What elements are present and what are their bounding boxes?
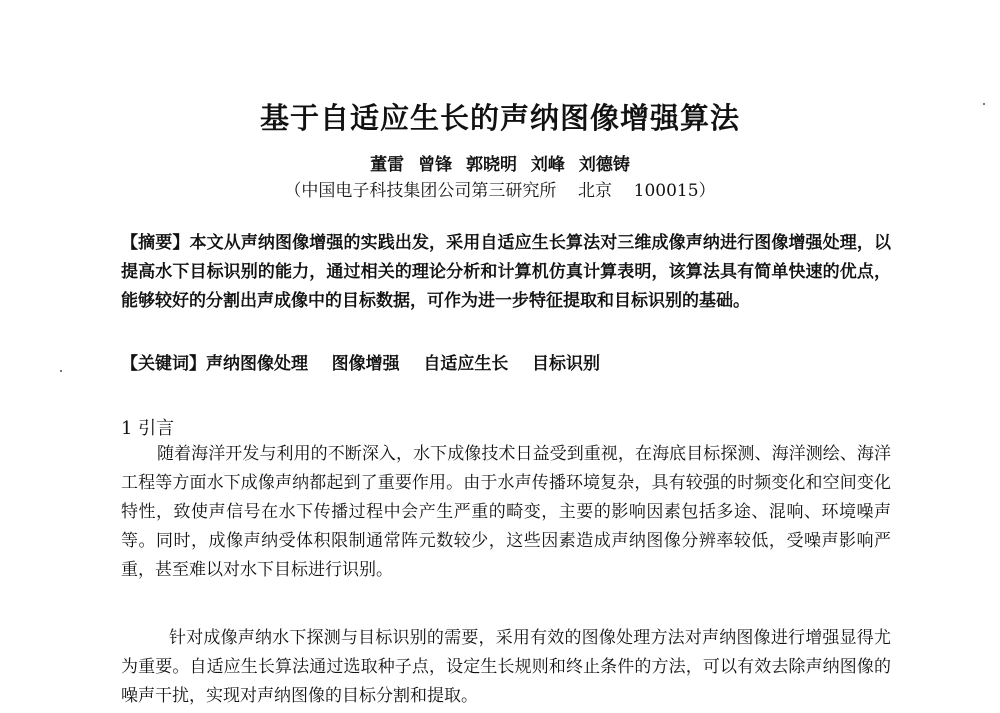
author-name: 刘德铸 bbox=[578, 155, 630, 175]
keywords-text: 声纳图像处理 图像增强 自适应生长 目标识别 bbox=[206, 354, 601, 374]
abstract-text: 本文从声纳图像增强的实践出发，采用自适应生长算法对三维成像声纳进行图像增强处理，以提高水下目标识别的能力，通过相关的理论分析和计算机仿真计算表明，该算法具有简单快速的优点，能够较好的分割出声成像中的目标数据，可作为进一步特征提取和目标识别的基础。 bbox=[121, 233, 892, 311]
abstract bbox=[121, 229, 891, 316]
author-name: 刘峰 bbox=[530, 155, 565, 175]
keywords-label: 【关键词】 bbox=[121, 354, 206, 374]
author-name: 曾锋 bbox=[418, 155, 453, 175]
keywords bbox=[121, 349, 600, 374]
author-name: 董雷 bbox=[370, 155, 405, 175]
scan-speck bbox=[983, 103, 985, 105]
author-list bbox=[0, 150, 1000, 175]
paper-title: 基于自适应生长的声纳图像增强算法 bbox=[259, 101, 740, 135]
section-heading: 1 引言 bbox=[121, 418, 175, 439]
affiliation: （中国电子科技集团公司第三研究所 北京 100015） bbox=[284, 181, 716, 201]
scan-speck bbox=[60, 370, 62, 372]
author-name: 郭晓明 bbox=[466, 155, 517, 175]
abstract-label: 【摘要】 bbox=[121, 233, 190, 253]
body-paragraph: 随着海洋开发与利用的不断深入，水下成像技术日益受到重视，在海底目标探测、海洋测绘、海洋工程等方面水下成像声纳都起到了重要作用。由于水声传播环境复杂，具有较强的时频变化和空间变化特性，致使声信号在水下传播过程中会产生严重的畸变，主要的影响因素包括多途、混响、环境噪声等。同时，成像声纳受体积限制通常阵元数较少，这些因素造成声纳图像分辨率较低，受噪声影响严重，甚至难以对水下目标进行识别。 bbox=[121, 444, 891, 580]
body-paragraph: 针对成像声纳水下探测与目标识别的需要，采用有效的图像处理方法对声纳图像进行增强显得尤为重要。自适应生长算法通过选取种子点，设定生长规则和终止条件的方法，可以有效去除声纳图像的噪声干扰，实现对声纳图像的目标分割和提取。 bbox=[121, 628, 891, 706]
